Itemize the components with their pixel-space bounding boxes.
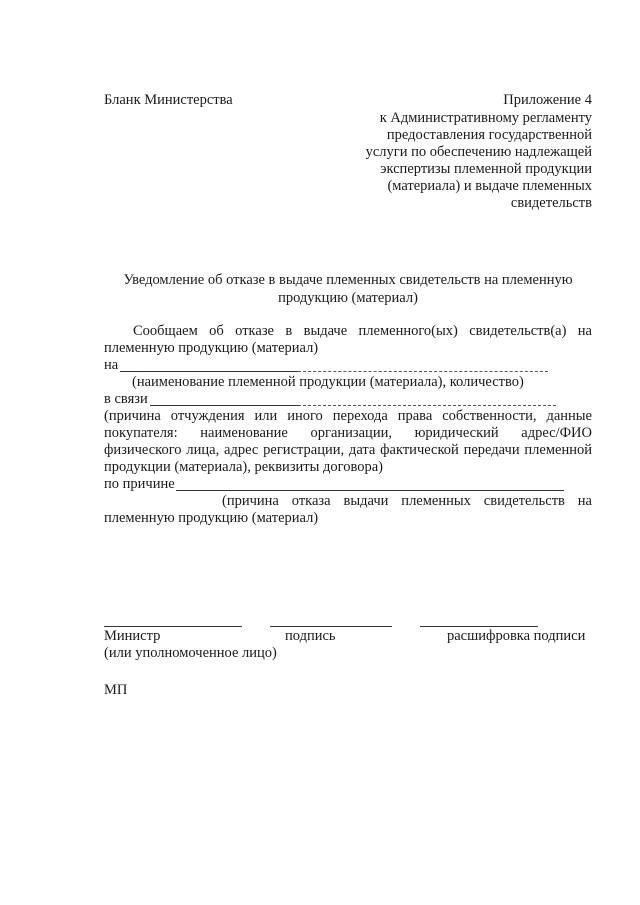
ministry-blank-label: Бланк Министерства	[104, 92, 233, 108]
na-caption: (наименование племенной продукции (материала), количество)	[132, 374, 524, 390]
decryption-signature-line	[420, 626, 538, 627]
minister-label: Министр	[104, 628, 161, 644]
decryption-label: расшифровка подписи	[447, 628, 586, 644]
poprichine-label: по причине	[104, 476, 175, 492]
appendix-line-1: Приложение 4	[503, 92, 592, 108]
reason-line-2: покупателя: наименование организации, юридический адрес/ФИО	[104, 425, 592, 441]
na-label: на	[104, 357, 119, 373]
na-fill-line-dashed	[298, 371, 548, 372]
poprichine-fill-line	[176, 490, 564, 491]
reason-line-3: физического лица, адрес регистрации, дата фактической передачи племенной	[104, 442, 592, 458]
refusal-line-2: племенную продукцию (материал)	[104, 510, 319, 526]
document-title-line-1: Уведомление об отказе в выдаче племенных свидетельств на племенную	[123, 272, 573, 288]
vsvyazi-fill-line-dashed	[298, 405, 556, 406]
vsvyazi-fill-line	[150, 405, 298, 406]
appendix-line-6: (материала) и выдаче племенных	[387, 178, 592, 194]
refusal-line-1: (причина отказа выдачи племенных свидетельств на	[222, 493, 592, 509]
appendix-line-7: свидетельств	[510, 195, 592, 211]
vsvyazi-label: в связи	[104, 391, 148, 407]
appendix-line-4: услуги по обеспечению надлежащей	[365, 144, 592, 160]
reason-line-4: продукции (материала), реквизиты договора)	[104, 459, 383, 475]
minister-signature-line	[104, 626, 242, 627]
intro-line-1: Сообщаем об отказе в выдаче племенного(ых) свидетельств(а) на	[133, 323, 592, 339]
na-fill-line	[120, 371, 298, 372]
reason-line-1: (причина отчуждения или иного перехода права собственности, данные	[104, 408, 592, 424]
appendix-line-2: к Административному регламенту	[379, 110, 592, 126]
stamp-label: МП	[104, 682, 128, 698]
signature-label: подпись	[285, 628, 336, 644]
signature-line	[270, 626, 392, 627]
appendix-line-5: экспертизы племенной продукции	[380, 161, 592, 177]
document-title-line-2: продукцию (материал)	[278, 290, 418, 306]
authorized-person-label: (или уполномоченное лицо)	[104, 645, 277, 661]
appendix-line-3: предоставления государственной	[386, 127, 592, 143]
intro-line-2: племенную продукцию (материал)	[104, 340, 319, 356]
